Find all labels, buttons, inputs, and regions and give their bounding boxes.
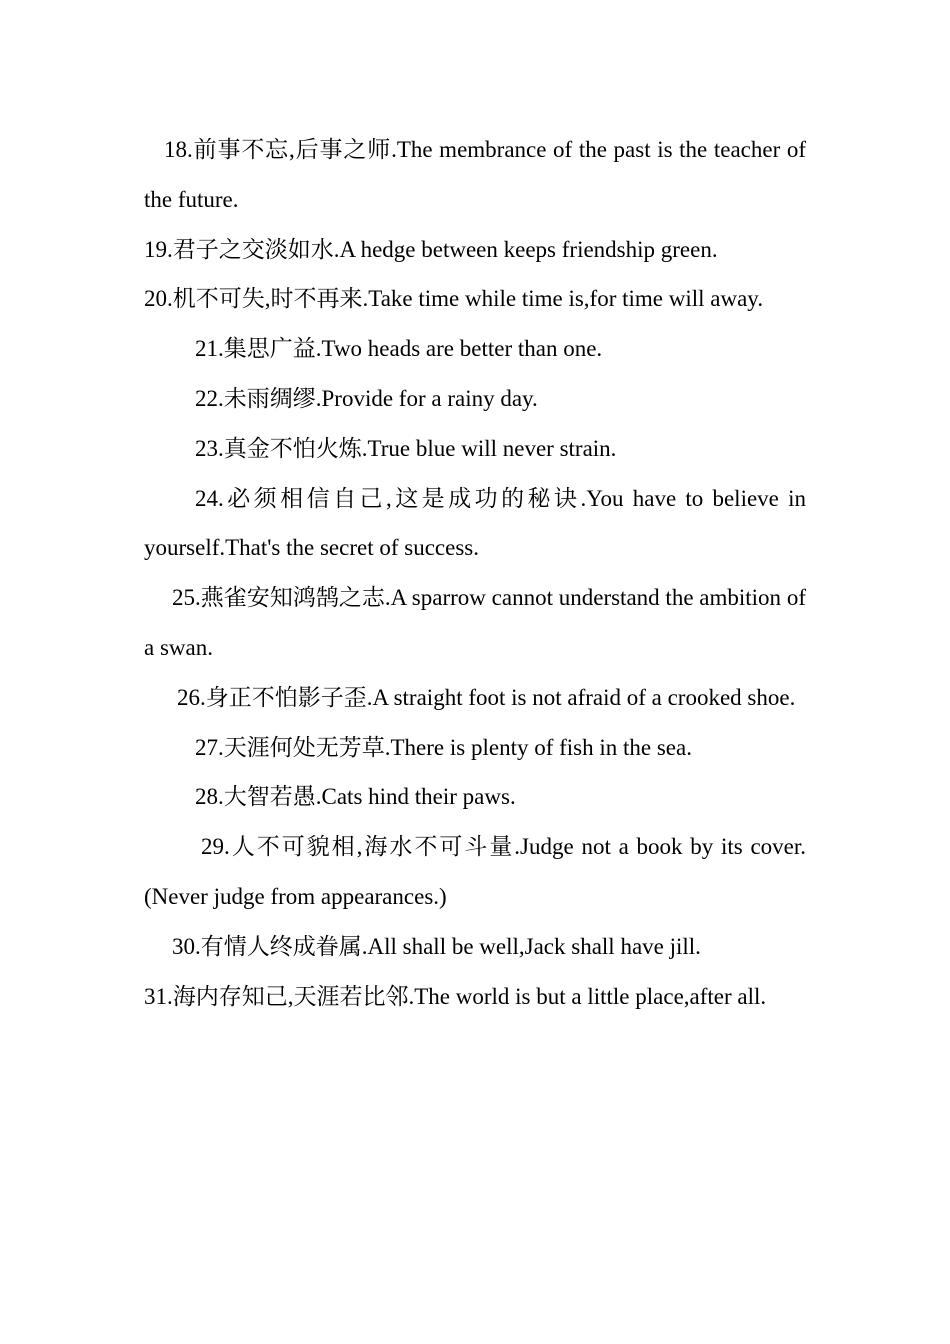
proverb-item-26: 26.身正不怕影子歪.A straight foot is not afraid of a crooked shoe. — [177, 684, 796, 710]
proverb-item-21: 21.集思广益.Two heads are better than one. — [195, 336, 603, 362]
proverb-item-30: 30.有情人终成眷属.All shall be well,Jack shall have jill. — [172, 933, 701, 959]
proverb-item-29: 29.人不可貌相,海水不可斗量.Judge not a book by its cover.(Never judge from appearances.) — [144, 834, 806, 909]
proverb-list — [144, 125, 806, 1021]
proverb-item-31: 31.海内存知己,天涯若比邻.The world is but a little place,after all. — [144, 983, 767, 1009]
proverb-item-27: 27.天涯何处无芳草.There is plenty of fish in the sea. — [195, 734, 692, 760]
proverb-item-28: 28.大智若愚.Cats hind their paws. — [195, 784, 516, 810]
proverb-item-24: 24.必须相信自己,这是成功的秘诀.You have to believe in yourself.That's the secret of success. — [144, 485, 806, 561]
proverb-item-19: 19.君子之交淡如水.A hedge between keeps friendship green. — [144, 236, 718, 262]
proverb-item-23: 23.真金不怕火炼.True blue will never strain. — [195, 435, 617, 461]
proverb-item-22: 22.未雨绸缪.Provide for a rainy day. — [195, 385, 538, 411]
proverb-item-25: 25.燕雀安知鸿鹄之志.A sparrow cannot understand the ambition of a swan. — [144, 585, 806, 660]
proverb-item-18: 18.前事不忘,后事之师.The membrance of the past is the teacher of the future. — [144, 137, 806, 212]
proverb-item-20: 20.机不可失,时不再来.Take time while time is,for time will away. — [144, 286, 764, 312]
